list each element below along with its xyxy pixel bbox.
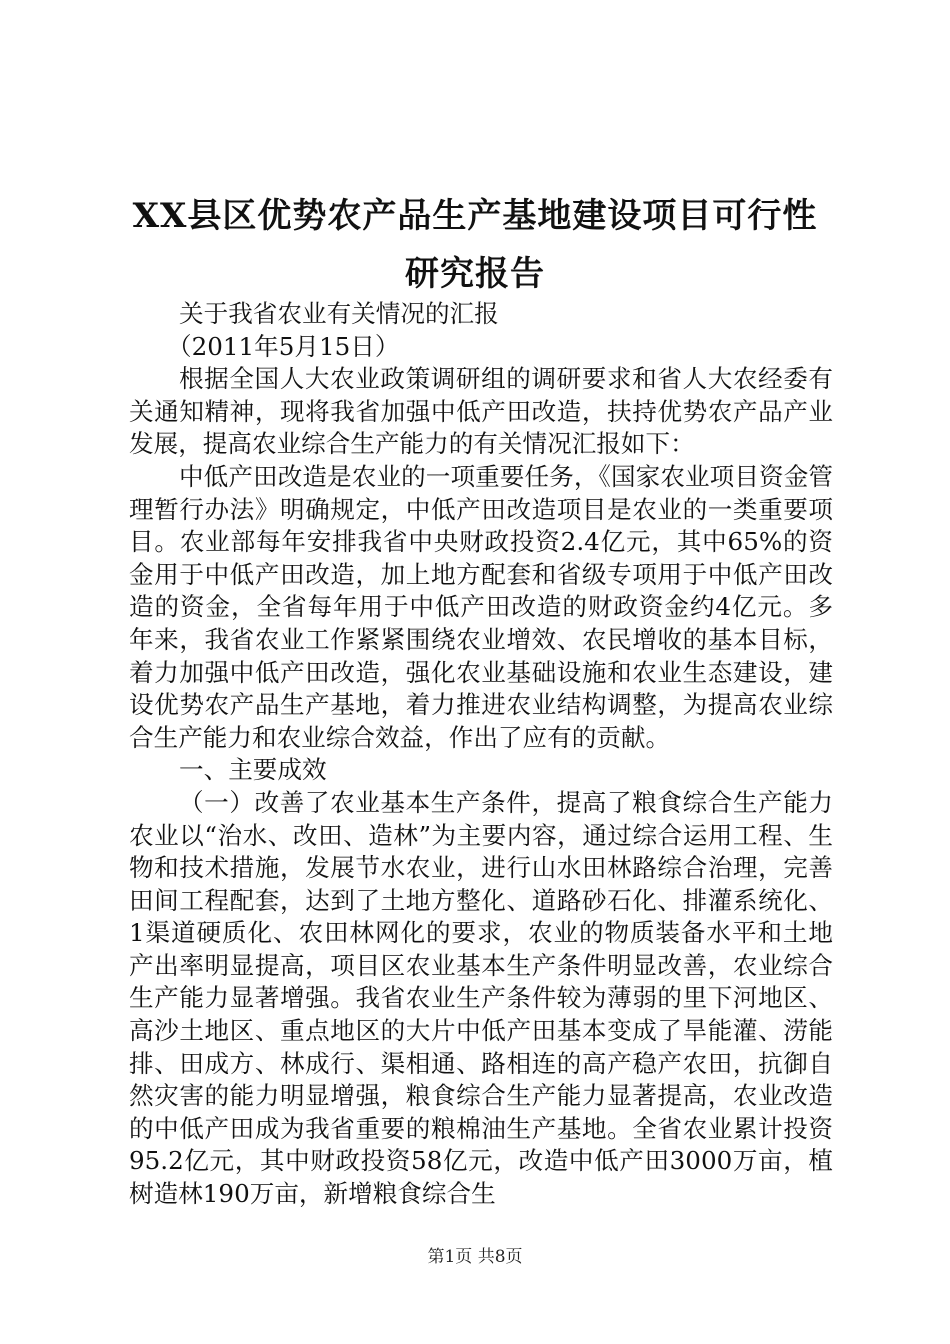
document-title-line-1: XX县区优势农产品生产基地建设项目可行性 bbox=[132, 196, 818, 236]
body-paragraph: （一）改善了农业基本生产条件，提高了粮食综合生产能力农业以“治水、改田、造林”为主要内容，通过综合运用工程、生物和技术措施，发展节水农业，进行山水田林路综合治理，完善田间工程配套，达到了土地方整化、道路砂石化、排灌系统化、1渠道硬质化、农田林网化的要求，农业的物质装备水平和土地产出率明显提高，项目区农业基本生产条件明显改善，农业综合生产能力显著增强。我省农业生产条件较为薄弱的里下河地区、高沙土地区、重点地区的大片中低产田基本变成了旱能灌、涝能排、田成方、林成行、渠相通、路相连的高产稳产农田，抗御自然灾害的能力明显增强，粮食综合生产能力显著提高，农业改造的中低产田成为我省重要的粮棉油生产基地。全省农业累计投资95.2亿元，其中财政投资58亿元，改造中低产田3000万亩，植树造林190万亩，新增粮食综合生 bbox=[129, 787, 833, 1209]
body-paragraph: 根据全国人大农业政策调研组的调研要求和省人大农经委有关通知精神，现将我省加强中低产田改造，扶持优势农产品产业发展，提高农业综合生产能力的有关情况汇报如下： bbox=[129, 364, 833, 459]
section-heading: 一、主要成效 bbox=[179, 755, 327, 785]
document-body bbox=[129, 298, 833, 1211]
report-date: （2011年5月15日） bbox=[167, 331, 400, 361]
document-title-line-2: 研究报告 bbox=[405, 254, 545, 294]
body-paragraph: 中低产田改造是农业的一项重要任务，《国家农业项目资金管理暂行办法》明确规定，中低产田改造项目是农业的一类重要项目。农业部每年安排我省中央财政投资2.4亿元，其中65%的资金用于中低产田改造，加上地方配套和省级专项用于中低产田改造的资金，全省每年用于中低产田改造的财政资金约4亿元。多年来，我省农业工作紧紧围绕农业增效、农民增收的基本目标，着力加强中低产田改造，强化农业基础设施和农业生态建设，建设优势农产品生产基地，着力推进农业结构调整，为提高农业综合生产能力和农业综合效益，作出了应有的贡献。 bbox=[129, 461, 833, 752]
report-heading: 关于我省农业有关情况的汇报 bbox=[179, 299, 499, 328]
page-number-footer: 第1页 共8页 bbox=[427, 1247, 523, 1267]
